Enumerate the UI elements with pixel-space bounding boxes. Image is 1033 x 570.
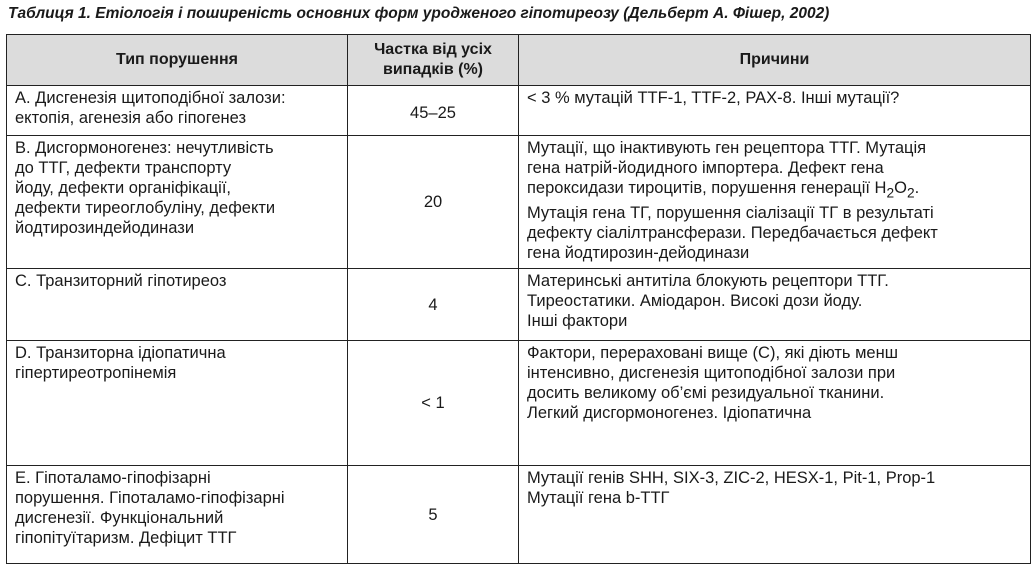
cell-share: 5 <box>348 466 519 564</box>
cell-type <box>7 341 348 466</box>
table-row <box>7 136 1031 269</box>
header-share-line: Частка від усіх <box>374 41 492 58</box>
cell-type <box>7 136 348 269</box>
text-line: йодтирозиндейодинази <box>15 219 195 237</box>
text-line: Материнські антитіла блокують рецептори ТТГ. <box>527 272 889 290</box>
text-fragment: пероксидази тироцитів, порушення генерації H <box>527 179 887 197</box>
cell-causes <box>519 86 1031 136</box>
text-line: дефекти тиреоглобуліну, дефекти <box>15 199 276 217</box>
text-line: ектопія, агенезія або гіпогенез <box>15 109 247 127</box>
text-line: інтенсивно, дисгенезія щитоподібної залози при <box>527 364 896 382</box>
text-line: A. Дисгенезія щитоподібної залози: <box>15 89 286 107</box>
table-row <box>7 269 1031 341</box>
text-line: C. Транзиторний гіпотиреоз <box>15 272 227 290</box>
text-line: досить великому об’ємі резидуальної тканини. <box>527 384 885 402</box>
text-line: Мутації, що інактивують ген рецептора ТТГ. Мутація <box>527 139 927 157</box>
text-fragment: O <box>894 179 907 197</box>
text-line: порушення. Гіпоталамо-гіпофізарні <box>15 489 285 507</box>
text-fragment: . <box>914 179 920 197</box>
text-line: < 3 % мутацій TTF-1, TTF-2, PAX-8. Інші мутації? <box>527 89 900 107</box>
cell-type <box>7 269 348 341</box>
cell-type <box>7 466 348 564</box>
text-line: дисгенезії. Функціональний <box>15 509 224 527</box>
cell-share: 4 <box>348 269 519 341</box>
text-line-with-formula <box>527 178 1022 203</box>
text-line: гена йодтирозин-дейодинази <box>527 244 750 263</box>
cell-type <box>7 86 348 136</box>
cell-causes <box>519 341 1031 466</box>
text-line: Фактори, перераховані вище (C), які діють менш <box>527 344 898 362</box>
header-share-line: випадків (%) <box>382 61 483 78</box>
table-row <box>7 86 1031 136</box>
text-line: E. Гіпоталамо-гіпофізарні <box>15 469 211 487</box>
subscript: 2 <box>906 185 915 201</box>
text-line: гена натрій-йодидного імпортера. Дефект гена <box>527 159 884 177</box>
text-line: Тиреостатики. Аміодарон. Високі дози йоду. <box>527 292 863 310</box>
etiology-table <box>6 34 1031 564</box>
text-line: Легкий дисгормоногенез. Ідіопатична <box>527 404 812 422</box>
text-line: гіпертиреотропінемія <box>15 364 177 382</box>
table-header-row <box>7 35 1031 86</box>
text-line: D. Транзиторна ідіопатична <box>15 344 226 362</box>
cell-share: < 1 <box>348 341 519 466</box>
text-line: Мутації генів SHH, SIX-3, ZIC-2, HESX-1, Pit-1, Prop-1 <box>527 469 936 487</box>
text-line: B. Дисгормоногенез: нечутливість <box>15 139 274 157</box>
cell-share: 20 <box>348 136 519 269</box>
text-line: до ТТГ, дефекти транспорту <box>15 159 232 177</box>
cell-share: 45–25 <box>348 86 519 136</box>
text-line: Мутація гена ТГ, порушення сіалізації ТГ в результаті <box>527 204 934 223</box>
text-line: гіпопітуїтаризм. Дефіцит ТТГ <box>15 529 237 547</box>
table-row <box>7 466 1031 564</box>
header-share <box>348 35 519 86</box>
header-causes: Причини <box>519 35 1031 86</box>
text-line: Інші фактори <box>527 312 628 330</box>
header-type: Тип порушення <box>7 35 348 86</box>
text-line: йоду, дефекти органіфікації, <box>15 179 231 197</box>
cell-causes <box>519 136 1031 269</box>
text-line: дефекту сіалілтрансферази. Передбачається дефект <box>527 224 938 243</box>
table-row <box>7 341 1031 466</box>
table-caption: Таблиця 1. Етіологія і поширеність основних форм уродженого гіпотиреозу (Дельберт А. Фішер, 2002) <box>8 5 830 22</box>
cell-causes <box>519 466 1031 564</box>
cell-causes <box>519 269 1031 341</box>
subscript: 2 <box>886 185 895 201</box>
text-line: Мутації гена b-ТТГ <box>527 489 670 507</box>
